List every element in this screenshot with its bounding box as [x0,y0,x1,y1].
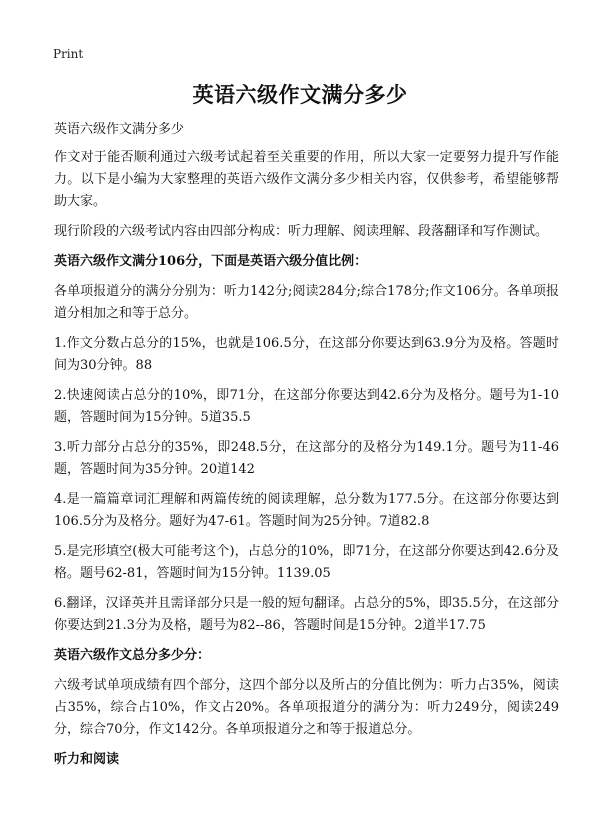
score-intro-paragraph: 各单项报道分的满分分别为：听力142分;阅读284分;综合178分;作文106分。各单项报道分相加之和等于总分。 [54,284,559,321]
section-heading-score: 英语六级作文满分106分，下面是英语六级分值比例： [54,254,368,269]
article-subtitle: 英语六级作文满分多少 [54,122,185,137]
structure-paragraph: 现行阶段的六级考试内容由四部分构成：听力理解、阅读理解、段落翻译和写作测试。 [54,224,549,239]
list-item: 3.听力部分占总分的35%，即248.5分，在这部分的及格分为149.1分。题号为11-46题，答题时间为35分钟。20道142 [54,440,559,477]
total-score-paragraph: 六级考试单项成绩有四个部分，这四个部分以及所占的分值比例为：听力占35%，阅读占35%，综合占10%，作文占20%。各单项报道分的满分为：听力249分，阅读249分，综合70分，作文142分。各单项报道分之和等于报道总分。 [54,678,559,737]
list-item: 2.快速阅读占总分的10%，即71分，在这部分你要达到42.6分为及格分。题号为1-10题，答题时间为15分钟。5道35.5 [54,388,559,425]
list-item: 5.是完形填空(极大可能考这个)，占总分的10%，即71分，在这部分你要达到42.6分及格。题号62-81，答题时间为15分钟。1139.05 [54,544,559,581]
section-heading-listening: 听力和阅读 [54,752,120,767]
section-heading-total: 英语六级作文总分多少分： [54,648,211,663]
list-item: 6.翻译，汉译英并且需译部分只是一般的短句翻译。占总分的5%，即35.5分，在这部分你要达到21.3分为及格，题号为82--86，答题时间是15分钟。2道半17.75 [54,596,559,633]
list-item: 1.作文分数占总分的15%，也就是106.5分，在这部分你要达到63.9分为及格。答题时间为30分钟。88 [54,336,559,373]
list-item: 4.是一篇篇章词汇理解和两篇传统的阅读理解，总分数为177.5分。在这部分你要达到106.5分为及格分。题好为47-61。答题时间为25分钟。7道82.8 [54,492,559,529]
intro-paragraph: 作文对于能否顺利通过六级考试起着至关重要的作用，所以大家一定要努力提升写作能力。以下是小编为大家整理的英语六级作文满分多少相关内容，仅供参考，希望能够帮助大家。 [54,150,559,209]
print-link[interactable]: Print [53,47,84,61]
page-title: 英语六级作文满分多少 [192,82,408,107]
article-body [54,119,559,779]
